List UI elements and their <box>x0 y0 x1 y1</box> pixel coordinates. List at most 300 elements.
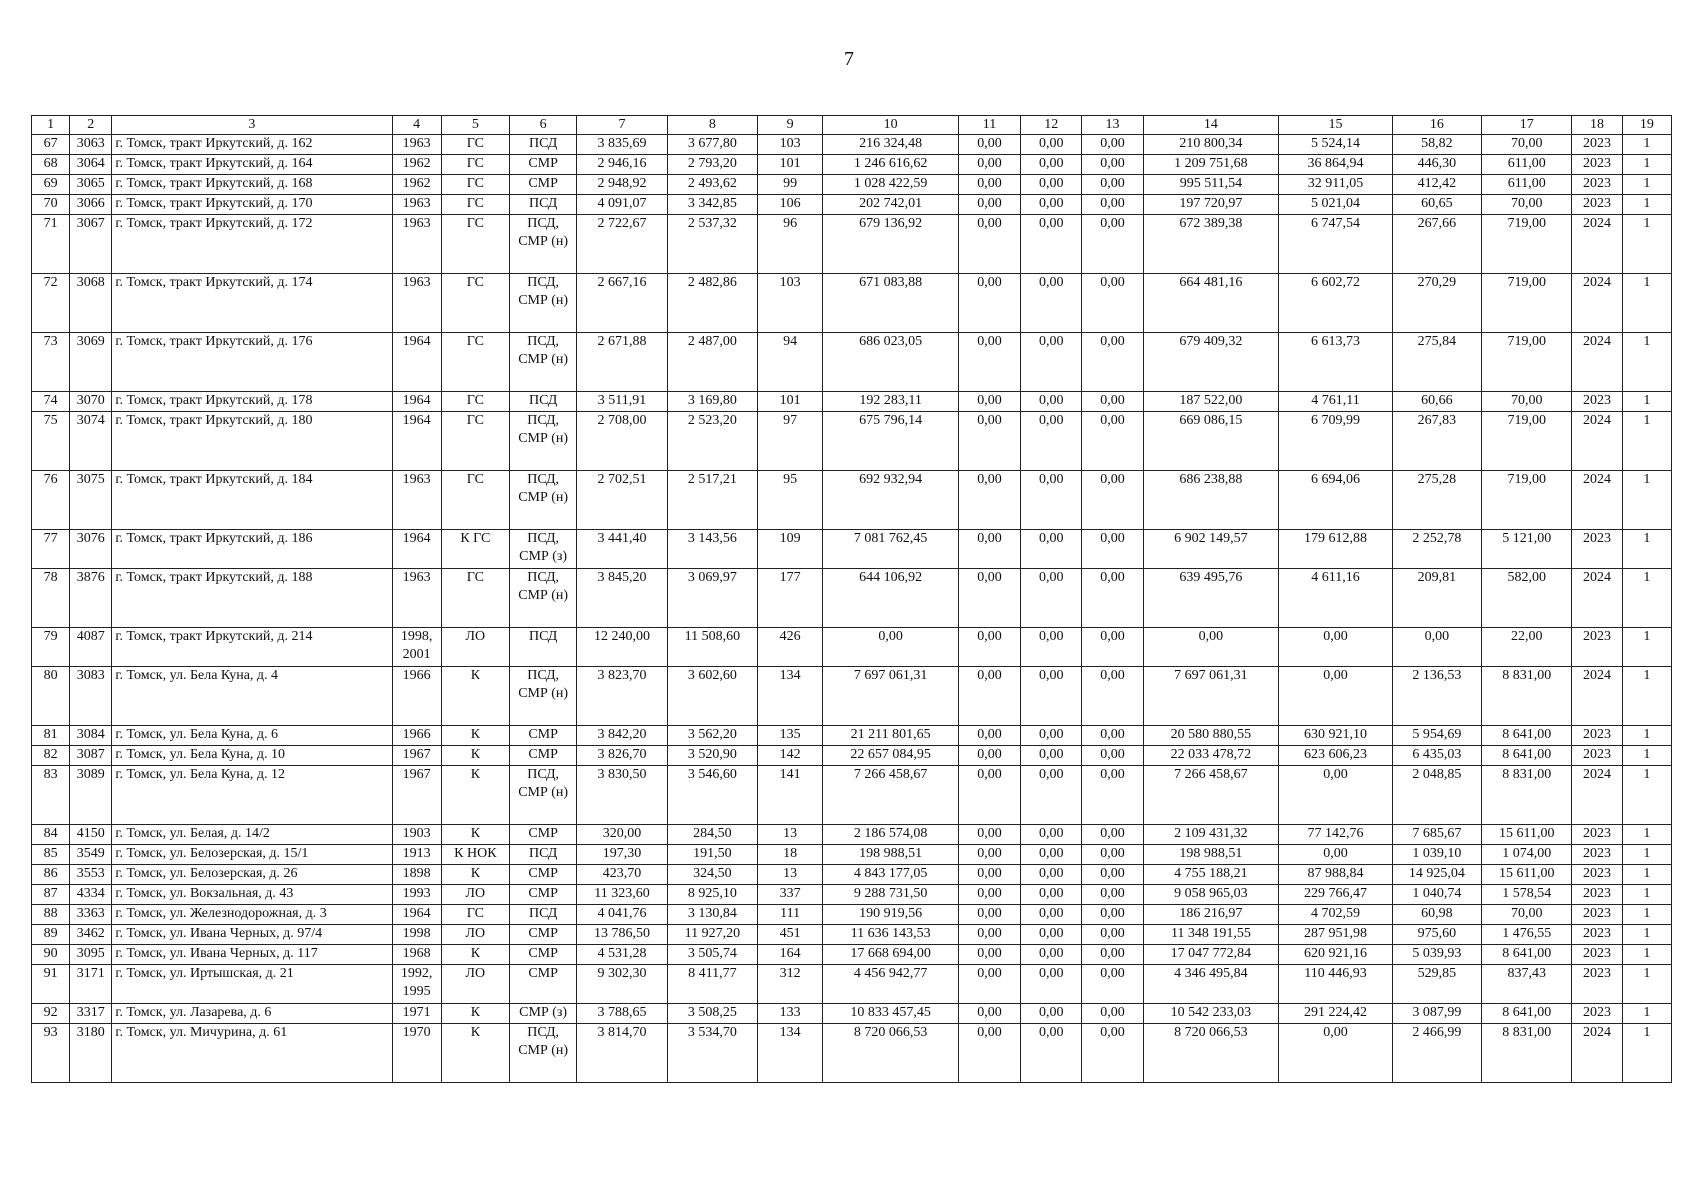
table-cell-col-12: 0,00 <box>1021 905 1082 925</box>
table-cell-col-4: 1962 <box>392 155 441 175</box>
table-cell-col-3: г. Томск, тракт Иркутский, д. 172 <box>112 215 392 274</box>
table-cell-col-9: 13 <box>758 865 823 885</box>
table-cell-col-14: 10 542 233,03 <box>1143 1004 1279 1024</box>
column-header-3: 3 <box>112 116 392 135</box>
table-cell-col-11: 0,00 <box>958 471 1020 530</box>
table-cell-col-1: 75 <box>32 412 70 471</box>
table-cell-col-7: 3 814,70 <box>577 1024 667 1083</box>
table-cell-col-16: 529,85 <box>1392 965 1481 1004</box>
table-cell-col-6: ПСД, СМР (н) <box>510 1024 577 1083</box>
table-cell-col-4: 1903 <box>392 825 441 845</box>
table-cell-col-17: 8 641,00 <box>1482 726 1572 746</box>
table-cell-col-3: г. Томск, ул. Ивана Черных, д. 117 <box>112 945 392 965</box>
table-cell-col-19: 1 <box>1622 274 1671 333</box>
table-cell-col-19: 1 <box>1622 885 1671 905</box>
table-cell-col-16: 2 136,53 <box>1392 667 1481 726</box>
table-cell-col-9: 101 <box>758 392 823 412</box>
table-cell-col-2: 3067 <box>70 215 112 274</box>
table-cell-col-3: г. Томск, тракт Иркутский, д. 188 <box>112 569 392 628</box>
table-row <box>32 905 1672 925</box>
table-cell-col-5: К НОК <box>441 845 509 865</box>
table-cell-col-18: 2023 <box>1572 530 1622 569</box>
table-cell-col-5: ГС <box>441 569 509 628</box>
table-cell-col-13: 0,00 <box>1082 845 1143 865</box>
table-cell-col-14: 0,00 <box>1143 628 1279 667</box>
table-cell-col-8: 3 342,85 <box>667 195 757 215</box>
table-cell-col-18: 2023 <box>1572 1004 1622 1024</box>
table-cell-col-18: 2023 <box>1572 825 1622 845</box>
table-cell-col-8: 2 517,21 <box>667 471 757 530</box>
table-cell-col-11: 0,00 <box>958 746 1020 766</box>
table-cell-col-6: СМР <box>510 726 577 746</box>
column-header-4: 4 <box>392 116 441 135</box>
table-cell-col-17: 70,00 <box>1482 135 1572 155</box>
table-cell-col-7: 423,70 <box>577 865 667 885</box>
table-cell-col-15: 6 694,06 <box>1279 471 1392 530</box>
table-cell-col-17: 1 578,54 <box>1482 885 1572 905</box>
table-cell-col-9: 135 <box>758 726 823 746</box>
table-cell-col-10: 679 136,92 <box>823 215 959 274</box>
table-cell-col-16: 60,66 <box>1392 392 1481 412</box>
table-cell-col-19: 1 <box>1622 412 1671 471</box>
table-cell-col-4: 1962 <box>392 175 441 195</box>
column-header-9: 9 <box>758 116 823 135</box>
table-cell-col-5: ЛО <box>441 628 509 667</box>
table-cell-col-2: 3076 <box>70 530 112 569</box>
table-cell-col-11: 0,00 <box>958 825 1020 845</box>
table-cell-col-1: 70 <box>32 195 70 215</box>
table-cell-col-16: 6 435,03 <box>1392 746 1481 766</box>
table-cell-col-5: ГС <box>441 333 509 392</box>
table-cell-col-9: 142 <box>758 746 823 766</box>
table-cell-col-9: 134 <box>758 1024 823 1083</box>
table-cell-col-5: К <box>441 1024 509 1083</box>
table-cell-col-6: ПСД, СМР (н) <box>510 471 577 530</box>
table-cell-col-4: 1998 <box>392 925 441 945</box>
table-cell-col-8: 2 487,00 <box>667 333 757 392</box>
table-cell-col-9: 96 <box>758 215 823 274</box>
table-cell-col-5: ГС <box>441 175 509 195</box>
table-cell-col-1: 93 <box>32 1024 70 1083</box>
table-row <box>32 195 1672 215</box>
table-cell-col-6: ПСД, СМР (з) <box>510 530 577 569</box>
table-cell-col-15: 6 709,99 <box>1279 412 1392 471</box>
table-cell-col-15: 5 021,04 <box>1279 195 1392 215</box>
table-row <box>32 135 1672 155</box>
column-header-8: 8 <box>667 116 757 135</box>
table-cell-col-14: 20 580 880,55 <box>1143 726 1279 746</box>
table-cell-col-18: 2023 <box>1572 392 1622 412</box>
table-cell-col-1: 91 <box>32 965 70 1004</box>
table-cell-col-13: 0,00 <box>1082 333 1143 392</box>
table-cell-col-17: 8 641,00 <box>1482 1004 1572 1024</box>
table-cell-col-2: 3066 <box>70 195 112 215</box>
table-row <box>32 175 1672 195</box>
table-cell-col-17: 70,00 <box>1482 905 1572 925</box>
table-cell-col-14: 198 988,51 <box>1143 845 1279 865</box>
table-cell-col-19: 1 <box>1622 215 1671 274</box>
table-cell-col-16: 2 466,99 <box>1392 1024 1481 1083</box>
table-cell-col-13: 0,00 <box>1082 945 1143 965</box>
table-cell-col-6: СМР <box>510 155 577 175</box>
table-cell-col-11: 0,00 <box>958 333 1020 392</box>
table-cell-col-1: 87 <box>32 885 70 905</box>
column-header-5: 5 <box>441 116 509 135</box>
table-cell-col-10: 686 023,05 <box>823 333 959 392</box>
table-cell-col-8: 11 927,20 <box>667 925 757 945</box>
table-cell-col-17: 1 476,55 <box>1482 925 1572 945</box>
table-cell-col-8: 2 493,62 <box>667 175 757 195</box>
table-cell-col-18: 2024 <box>1572 333 1622 392</box>
table-cell-col-10: 11 636 143,53 <box>823 925 959 945</box>
table-cell-col-10: 2 186 574,08 <box>823 825 959 845</box>
table-cell-col-7: 2 946,16 <box>577 155 667 175</box>
table-cell-col-16: 14 925,04 <box>1392 865 1481 885</box>
table-cell-col-3: г. Томск, тракт Иркутский, д. 214 <box>112 628 392 667</box>
table-row <box>32 726 1672 746</box>
table-cell-col-6: СМР <box>510 945 577 965</box>
table-cell-col-15: 0,00 <box>1279 667 1392 726</box>
table-cell-col-19: 1 <box>1622 746 1671 766</box>
table-cell-col-10: 202 742,01 <box>823 195 959 215</box>
table-cell-col-8: 3 562,20 <box>667 726 757 746</box>
table-cell-col-1: 88 <box>32 905 70 925</box>
table-cell-col-7: 4 091,07 <box>577 195 667 215</box>
table-cell-col-11: 0,00 <box>958 628 1020 667</box>
table-cell-col-18: 2023 <box>1572 628 1622 667</box>
table-cell-col-12: 0,00 <box>1021 746 1082 766</box>
table-cell-col-3: г. Томск, тракт Иркутский, д. 164 <box>112 155 392 175</box>
table-cell-col-2: 3068 <box>70 274 112 333</box>
table-cell-col-19: 1 <box>1622 471 1671 530</box>
table-cell-col-8: 3 169,80 <box>667 392 757 412</box>
table-cell-col-10: 22 657 084,95 <box>823 746 959 766</box>
table-cell-col-16: 975,60 <box>1392 925 1481 945</box>
table-cell-col-5: К <box>441 746 509 766</box>
table-cell-col-16: 2 252,78 <box>1392 530 1481 569</box>
table-cell-col-7: 2 667,16 <box>577 274 667 333</box>
table-cell-col-16: 275,84 <box>1392 333 1481 392</box>
table-cell-col-14: 4 755 188,21 <box>1143 865 1279 885</box>
table-cell-col-8: 284,50 <box>667 825 757 845</box>
table-cell-col-2: 3180 <box>70 1024 112 1083</box>
table-cell-col-16: 270,29 <box>1392 274 1481 333</box>
table-cell-col-2: 3171 <box>70 965 112 1004</box>
table-cell-col-6: ПСД <box>510 845 577 865</box>
table-cell-col-15: 291 224,42 <box>1279 1004 1392 1024</box>
table-cell-col-1: 84 <box>32 825 70 845</box>
table-cell-col-4: 1993 <box>392 885 441 905</box>
table-cell-col-17: 70,00 <box>1482 195 1572 215</box>
table-cell-col-10: 7 081 762,45 <box>823 530 959 569</box>
table-cell-col-7: 2 722,67 <box>577 215 667 274</box>
table-cell-col-11: 0,00 <box>958 135 1020 155</box>
table-cell-col-17: 15 611,00 <box>1482 825 1572 845</box>
table-cell-col-4: 1963 <box>392 215 441 274</box>
table-cell-col-11: 0,00 <box>958 845 1020 865</box>
table-cell-col-6: ПСД, СМР (н) <box>510 215 577 274</box>
column-header-12: 12 <box>1021 116 1082 135</box>
table-cell-col-16: 60,98 <box>1392 905 1481 925</box>
table-cell-col-13: 0,00 <box>1082 1004 1143 1024</box>
table-cell-col-7: 2 708,00 <box>577 412 667 471</box>
table-cell-col-19: 1 <box>1622 945 1671 965</box>
table-cell-col-9: 111 <box>758 905 823 925</box>
table-cell-col-19: 1 <box>1622 1004 1671 1024</box>
table-cell-col-9: 106 <box>758 195 823 215</box>
table-cell-col-3: г. Томск, ул. Бела Куна, д. 6 <box>112 726 392 746</box>
table-cell-col-14: 8 720 066,53 <box>1143 1024 1279 1083</box>
table-cell-col-13: 0,00 <box>1082 885 1143 905</box>
table-cell-col-1: 77 <box>32 530 70 569</box>
column-header-14: 14 <box>1143 116 1279 135</box>
table-cell-col-10: 692 932,94 <box>823 471 959 530</box>
table-cell-col-16: 1 040,74 <box>1392 885 1481 905</box>
column-header-19: 19 <box>1622 116 1671 135</box>
table-cell-col-12: 0,00 <box>1021 825 1082 845</box>
table-cell-col-9: 103 <box>758 274 823 333</box>
table-cell-col-13: 0,00 <box>1082 865 1143 885</box>
table-cell-col-15: 110 446,93 <box>1279 965 1392 1004</box>
table-cell-col-4: 1968 <box>392 945 441 965</box>
table-cell-col-2: 3063 <box>70 135 112 155</box>
table-cell-col-15: 77 142,76 <box>1279 825 1392 845</box>
table-cell-col-12: 0,00 <box>1021 885 1082 905</box>
table-cell-col-2: 3083 <box>70 667 112 726</box>
table-cell-col-11: 0,00 <box>958 726 1020 746</box>
table-cell-col-1: 76 <box>32 471 70 530</box>
table-cell-col-13: 0,00 <box>1082 925 1143 945</box>
column-header-13: 13 <box>1082 116 1143 135</box>
table-cell-col-5: ГС <box>441 412 509 471</box>
table-cell-col-5: ЛО <box>441 965 509 1004</box>
table-cell-col-8: 11 508,60 <box>667 628 757 667</box>
table-cell-col-15: 32 911,05 <box>1279 175 1392 195</box>
table-cell-col-11: 0,00 <box>958 667 1020 726</box>
table-cell-col-19: 1 <box>1622 845 1671 865</box>
table-cell-col-2: 3095 <box>70 945 112 965</box>
table-cell-col-17: 582,00 <box>1482 569 1572 628</box>
table-cell-col-7: 3 835,69 <box>577 135 667 155</box>
table-cell-col-1: 67 <box>32 135 70 155</box>
table-cell-col-12: 0,00 <box>1021 215 1082 274</box>
table-cell-col-17: 719,00 <box>1482 412 1572 471</box>
table-cell-col-13: 0,00 <box>1082 175 1143 195</box>
table-cell-col-15: 4 702,59 <box>1279 905 1392 925</box>
table-cell-col-7: 11 323,60 <box>577 885 667 905</box>
table-cell-col-15: 0,00 <box>1279 845 1392 865</box>
table-cell-col-13: 0,00 <box>1082 471 1143 530</box>
table-cell-col-6: ПСД, СМР (н) <box>510 569 577 628</box>
table-cell-col-12: 0,00 <box>1021 412 1082 471</box>
table-cell-col-4: 1963 <box>392 471 441 530</box>
table-cell-col-13: 0,00 <box>1082 569 1143 628</box>
table-cell-col-2: 3553 <box>70 865 112 885</box>
table-cell-col-15: 4 761,11 <box>1279 392 1392 412</box>
table-cell-col-2: 3462 <box>70 925 112 945</box>
table-cell-col-11: 0,00 <box>958 1004 1020 1024</box>
table-cell-col-8: 2 793,20 <box>667 155 757 175</box>
table-cell-col-10: 675 796,14 <box>823 412 959 471</box>
table-cell-col-17: 8 831,00 <box>1482 766 1572 825</box>
table-cell-col-17: 611,00 <box>1482 155 1572 175</box>
table-cell-col-15: 0,00 <box>1279 1024 1392 1083</box>
table-cell-col-12: 0,00 <box>1021 392 1082 412</box>
table-cell-col-11: 0,00 <box>958 865 1020 885</box>
table-cell-col-9: 101 <box>758 155 823 175</box>
table-row <box>32 825 1672 845</box>
table-cell-col-12: 0,00 <box>1021 766 1082 825</box>
table-cell-col-11: 0,00 <box>958 175 1020 195</box>
table-cell-col-19: 1 <box>1622 965 1671 1004</box>
table-cell-col-2: 3064 <box>70 155 112 175</box>
column-header-16: 16 <box>1392 116 1481 135</box>
table-cell-col-10: 1 028 422,59 <box>823 175 959 195</box>
table-cell-col-14: 2 109 431,32 <box>1143 825 1279 845</box>
table-cell-col-6: ПСД, СМР (н) <box>510 333 577 392</box>
table-cell-col-5: К <box>441 766 509 825</box>
table-cell-col-10: 216 324,48 <box>823 135 959 155</box>
table-cell-col-18: 2023 <box>1572 135 1622 155</box>
table-cell-col-9: 94 <box>758 333 823 392</box>
table-cell-col-19: 1 <box>1622 135 1671 155</box>
table-cell-col-1: 73 <box>32 333 70 392</box>
table-cell-col-2: 4087 <box>70 628 112 667</box>
table-cell-col-11: 0,00 <box>958 905 1020 925</box>
column-header-2: 2 <box>70 116 112 135</box>
table-cell-col-1: 82 <box>32 746 70 766</box>
table-row <box>32 392 1672 412</box>
table-cell-col-14: 187 522,00 <box>1143 392 1279 412</box>
table-cell-col-18: 2024 <box>1572 667 1622 726</box>
table-cell-col-14: 186 216,97 <box>1143 905 1279 925</box>
table-cell-col-14: 672 389,38 <box>1143 215 1279 274</box>
table-cell-col-16: 5 039,93 <box>1392 945 1481 965</box>
table-cell-col-13: 0,00 <box>1082 726 1143 746</box>
table-cell-col-12: 0,00 <box>1021 965 1082 1004</box>
table-cell-col-9: 13 <box>758 825 823 845</box>
table-cell-col-6: СМР <box>510 965 577 1004</box>
table-cell-col-12: 0,00 <box>1021 530 1082 569</box>
column-header-17: 17 <box>1482 116 1572 135</box>
table-cell-col-2: 3363 <box>70 905 112 925</box>
table-cell-col-5: К <box>441 726 509 746</box>
table-cell-col-18: 2024 <box>1572 274 1622 333</box>
table-cell-col-7: 197,30 <box>577 845 667 865</box>
column-header-10: 10 <box>823 116 959 135</box>
table-cell-col-15: 6 747,54 <box>1279 215 1392 274</box>
table-cell-col-7: 9 302,30 <box>577 965 667 1004</box>
table-cell-col-18: 2023 <box>1572 925 1622 945</box>
table-cell-col-13: 0,00 <box>1082 195 1143 215</box>
column-header-6: 6 <box>510 116 577 135</box>
table-cell-col-14: 664 481,16 <box>1143 274 1279 333</box>
table-row <box>32 530 1672 569</box>
table-cell-col-15: 4 611,16 <box>1279 569 1392 628</box>
table-cell-col-15: 0,00 <box>1279 628 1392 667</box>
table-cell-col-12: 0,00 <box>1021 865 1082 885</box>
table-cell-col-16: 267,83 <box>1392 412 1481 471</box>
table-cell-col-14: 1 209 751,68 <box>1143 155 1279 175</box>
table-cell-col-6: ПСД, СМР (н) <box>510 667 577 726</box>
table-cell-col-6: ПСД <box>510 905 577 925</box>
table-cell-col-19: 1 <box>1622 905 1671 925</box>
table-cell-col-16: 3 087,99 <box>1392 1004 1481 1024</box>
table-cell-col-10: 192 283,11 <box>823 392 959 412</box>
table-cell-col-12: 0,00 <box>1021 925 1082 945</box>
table-cell-col-16: 7 685,67 <box>1392 825 1481 845</box>
table-cell-col-3: г. Томск, ул. Иртышская, д. 21 <box>112 965 392 1004</box>
table-cell-col-11: 0,00 <box>958 392 1020 412</box>
table-cell-col-18: 2024 <box>1572 471 1622 530</box>
table-cell-col-12: 0,00 <box>1021 175 1082 195</box>
table-cell-col-3: г. Томск, ул. Бела Куна, д. 10 <box>112 746 392 766</box>
table-cell-col-14: 22 033 478,72 <box>1143 746 1279 766</box>
table-cell-col-10: 4 456 942,77 <box>823 965 959 1004</box>
table-cell-col-16: 2 048,85 <box>1392 766 1481 825</box>
table-cell-col-5: ГС <box>441 215 509 274</box>
table-cell-col-8: 3 143,56 <box>667 530 757 569</box>
table-cell-col-1: 83 <box>32 766 70 825</box>
table-cell-col-9: 164 <box>758 945 823 965</box>
table-cell-col-12: 0,00 <box>1021 155 1082 175</box>
table-cell-col-4: 1998, 2001 <box>392 628 441 667</box>
table-cell-col-19: 1 <box>1622 569 1671 628</box>
table-cell-col-17: 5 121,00 <box>1482 530 1572 569</box>
table-cell-col-8: 8 411,77 <box>667 965 757 1004</box>
table-cell-col-13: 0,00 <box>1082 746 1143 766</box>
table-cell-col-6: ПСД, СМР (н) <box>510 274 577 333</box>
table-cell-col-5: ГС <box>441 392 509 412</box>
table-cell-col-9: 103 <box>758 135 823 155</box>
table-cell-col-3: г. Томск, тракт Иркутский, д. 162 <box>112 135 392 155</box>
table-cell-col-9: 312 <box>758 965 823 1004</box>
table-cell-col-18: 2023 <box>1572 155 1622 175</box>
table-cell-col-8: 3 069,97 <box>667 569 757 628</box>
table-cell-col-16: 412,42 <box>1392 175 1481 195</box>
table-cell-col-9: 109 <box>758 530 823 569</box>
table-cell-col-16: 58,82 <box>1392 135 1481 155</box>
table-cell-col-13: 0,00 <box>1082 274 1143 333</box>
table-row <box>32 845 1672 865</box>
table-cell-col-2: 3549 <box>70 845 112 865</box>
table-cell-col-4: 1966 <box>392 667 441 726</box>
table-cell-col-6: ПСД <box>510 135 577 155</box>
table-cell-col-1: 86 <box>32 865 70 885</box>
table-cell-col-7: 3 788,65 <box>577 1004 667 1024</box>
table-cell-col-13: 0,00 <box>1082 1024 1143 1083</box>
table-cell-col-17: 719,00 <box>1482 333 1572 392</box>
table-cell-col-7: 13 786,50 <box>577 925 667 945</box>
table-cell-col-15: 623 606,23 <box>1279 746 1392 766</box>
table-cell-col-4: 1898 <box>392 865 441 885</box>
table-cell-col-2: 3074 <box>70 412 112 471</box>
table-row <box>32 945 1672 965</box>
table-cell-col-6: СМР <box>510 746 577 766</box>
table-cell-col-10: 8 720 066,53 <box>823 1024 959 1083</box>
table-cell-col-5: ГС <box>441 471 509 530</box>
header-row <box>32 116 1672 135</box>
table-row <box>32 333 1672 392</box>
table-cell-col-15: 6 613,73 <box>1279 333 1392 392</box>
table-cell-col-13: 0,00 <box>1082 530 1143 569</box>
table-cell-col-16: 275,28 <box>1392 471 1481 530</box>
column-header-15: 15 <box>1279 116 1392 135</box>
table-cell-col-15: 287 951,98 <box>1279 925 1392 945</box>
table-cell-col-14: 6 902 149,57 <box>1143 530 1279 569</box>
table-cell-col-14: 679 409,32 <box>1143 333 1279 392</box>
table-cell-col-13: 0,00 <box>1082 215 1143 274</box>
